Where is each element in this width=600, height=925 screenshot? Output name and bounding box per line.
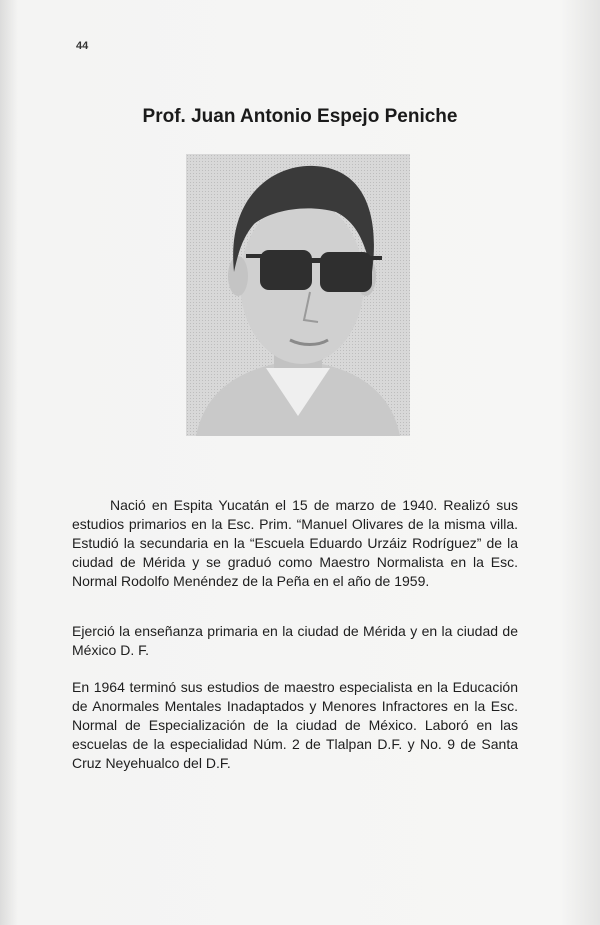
portrait-illustration (186, 154, 410, 436)
paragraph-teaching: Ejerció la enseñanza primaria en la ciudad de Mérida y en la ciudad de México D. F. (72, 623, 518, 658)
page-number: 44 (76, 40, 89, 52)
page-title: Prof. Juan Antonio Espejo Peniche (142, 106, 458, 127)
paragraph-specialization: En 1964 terminó sus estudios de maestro especialista en la Educación de Anormales Mentales Inadaptados y Menores Infractores en la Esc. Normal de Especialización de la ciudad de México. Laboró en las escuelas de la especialidad Núm. 2 de Tlalpan D.F. y No. 9 de Santa Cruz Neyehualco del D.F. (72, 679, 518, 771)
paragraph-birth-education: Nació en Espita Yucatán el 15 de marzo de 1940. Realizó sus estudios primarios en la Esc. Prim. “Manuel Olivares de la misma villa. Estudió la secundaria en la “Escuela Eduardo Urzáiz Rodríguez” de la ciudad de Mérida y se graduó como Maestro Normalista en la Esc. Normal Rodolfo Menéndez de la Peña en el año de 1959. (72, 497, 518, 589)
portrait-photo (186, 154, 410, 436)
